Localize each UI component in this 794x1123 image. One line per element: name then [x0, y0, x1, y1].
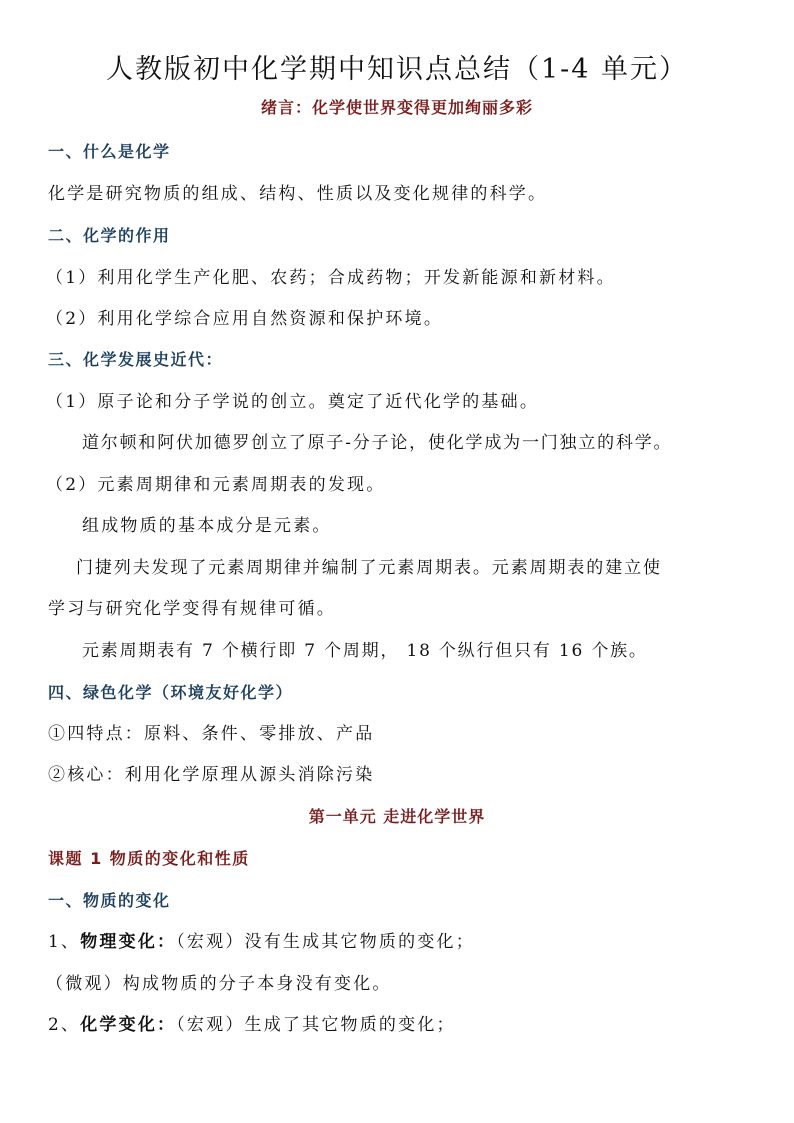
paragraph-elements: 组成物质的基本成分是元素。 — [82, 516, 332, 536]
list-item-role-1: （1）利用化学生产化肥、农药；合成药物；开发新能源和新材料。 — [46, 268, 616, 288]
section-heading-what-is-chemistry: 一、什么是化学 — [48, 142, 171, 161]
physical-change-prefix: 1、 — [48, 932, 81, 952]
list-item-history-1: （1）原子论和分子学说的创立。奠定了近代化学的基础。 — [46, 392, 540, 412]
document-title: 人教版初中化学期中知识点总结（1-4 单元） — [105, 54, 689, 85]
list-item-green-2: ②核心：利用化学原理从源头消除污染 — [48, 765, 375, 785]
paragraph-periodic-table-line1: 门捷列夫发现了元素周期律并编制了元素周期表。元素周期表的建立使 — [76, 558, 662, 578]
section-heading-changes-of-matter: 一、物质的变化 — [48, 891, 171, 910]
chemical-change-prefix: 2、 — [48, 1015, 81, 1035]
section-heading-history: 三、化学发展史近代： — [48, 350, 224, 369]
list-item-role-2: （2）利用化学综合应用自然资源和保护环境。 — [46, 309, 444, 329]
paragraph-atomic-molecular-theory: 道尔顿和阿伏加德罗创立了原子-分子论，使化学成为一门独立的科学。 — [82, 433, 673, 453]
paragraph-physical-change-micro: （微观）构成物质的分子本身没有变化。 — [46, 974, 392, 994]
paragraph-physical-change — [48, 931, 475, 953]
physical-change-term: 物理变化： — [80, 932, 177, 952]
physical-change-text: （宏观）没有生成其它物质的变化； — [176, 932, 475, 952]
section-heading-role-of-chemistry: 二、化学的作用 — [48, 226, 171, 245]
paragraph-periodic-table-line2: 学习与研究化学变得有规律可循。 — [48, 599, 336, 619]
chemical-change-term: 化学变化： — [80, 1015, 177, 1035]
section-heading-green-chemistry: 四、绿色化学（环境友好化学） — [48, 683, 294, 702]
lesson-heading: 课题 1 物质的变化和性质 — [48, 849, 250, 868]
unit-heading: 第一单元 走进化学世界 — [308, 807, 486, 826]
list-item-history-2: （2）元素周期律和元素周期表的发现。 — [46, 475, 386, 495]
paragraph-definition: 化学是研究物质的组成、结构、性质以及变化规律的科学。 — [48, 184, 548, 204]
chemical-change-text: （宏观）生成了其它物质的变化； — [176, 1015, 456, 1035]
paragraph-periods-groups: 元素周期表有 7 个横行即 7 个周期， 18 个纵行但只有 16 个族。 — [82, 641, 648, 661]
list-item-green-1: ①四特点：原料、条件、零排放、产品 — [48, 724, 375, 744]
paragraph-chemical-change — [48, 1014, 456, 1036]
intro-subtitle: 绪言：化学使世界变得更加绚丽多彩 — [260, 98, 533, 117]
